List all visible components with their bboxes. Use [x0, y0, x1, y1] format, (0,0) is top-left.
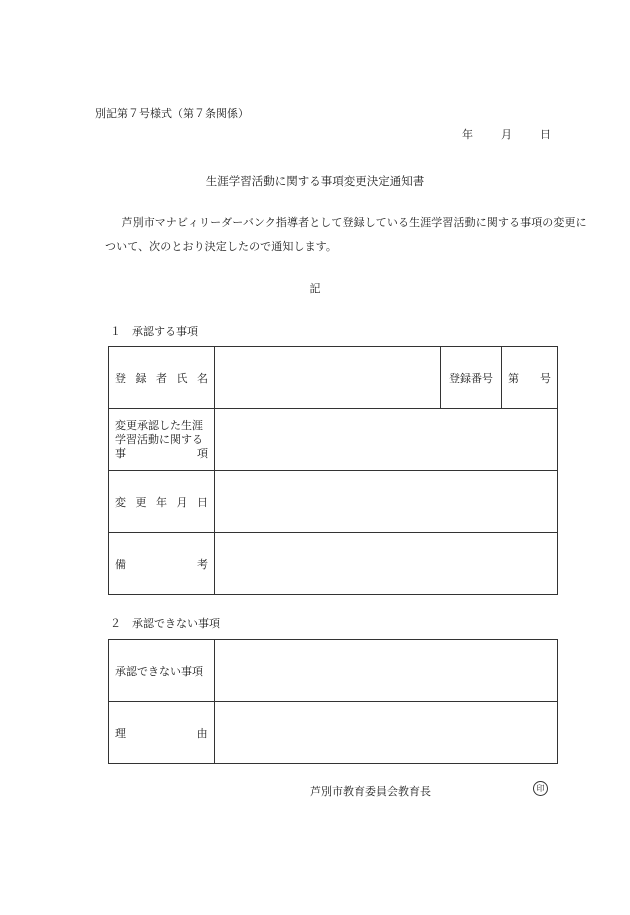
date-line [462, 126, 551, 142]
date-year: 年 [462, 128, 473, 141]
document-title: 生涯学習活動に関する事項変更決定通知書 [205, 174, 425, 188]
activity-label-line: 学習活動に関する [115, 432, 203, 446]
table-row [109, 471, 558, 533]
date-day: 日 [540, 128, 551, 141]
date-value-field[interactable] [215, 471, 558, 533]
reg-no-label-cell [441, 347, 502, 409]
activity-label-line: 変更承認した生涯 [115, 418, 203, 432]
rejected-items-table [108, 639, 558, 764]
name-label-char: 登 [115, 371, 126, 385]
activity-label-char: 項 [197, 446, 208, 460]
rejected-item-value-field[interactable] [214, 640, 557, 702]
form-label: 別記第７号様式（第７条関係） [95, 107, 249, 120]
remarks-value-field[interactable] [215, 533, 558, 595]
reg-no-dai: 第 [508, 371, 519, 385]
date-label-char: 年 [156, 495, 167, 509]
rejected-item-label: 承認できない事項 [115, 664, 203, 678]
reason-value-field[interactable] [214, 702, 557, 764]
remarks-label-char: 考 [197, 557, 208, 571]
activity-label-char: 事 [115, 446, 126, 460]
activity-value-field[interactable] [215, 409, 558, 471]
reason-label-char: 由 [196, 726, 208, 740]
remarks-label-cell [109, 533, 215, 595]
name-label-char: 録 [135, 371, 147, 385]
approved-items-table [108, 346, 558, 595]
reason-label-cell [109, 702, 215, 764]
remarks-label-char: 備 [115, 557, 126, 571]
date-label-cell [109, 471, 215, 533]
reg-no-go: 号 [540, 371, 551, 385]
table-row [109, 533, 558, 595]
reg-no-label: 登録番号 [449, 371, 493, 385]
table-row [109, 409, 558, 471]
rejected-item-label-cell [109, 640, 215, 702]
body-text: 芦別市マナビィリーダーバンク指導者として登録している生涯学習活動に関する事項の変更について、次のとおり決定したので通知します。 [105, 216, 587, 253]
table-row [109, 347, 558, 409]
name-label-char: 氏 [176, 371, 188, 385]
name-value-field[interactable] [215, 347, 441, 409]
reason-label-char: 理 [115, 726, 126, 740]
name-label-char: 名 [197, 371, 208, 385]
date-label-char: 月 [176, 495, 188, 509]
reg-no-value-field[interactable] [502, 347, 558, 409]
ki-marker: 記 [309, 282, 321, 295]
activity-label-cell [109, 409, 215, 471]
table-row [109, 702, 558, 764]
table-row [109, 640, 558, 702]
issuer-name: 芦別市教育委員会教育長 [310, 785, 431, 798]
date-label-char: 変 [115, 495, 126, 509]
name-label-char: 者 [156, 371, 167, 385]
date-label-char: 更 [135, 495, 147, 509]
date-month: 月 [501, 128, 512, 141]
date-label-char: 日 [197, 495, 208, 509]
name-label-cell [109, 347, 215, 409]
seal-stamp: 印 [533, 781, 548, 796]
section1-heading: １ 承認する事項 [110, 325, 198, 338]
section2-heading: ２ 承認できない事項 [110, 617, 220, 630]
